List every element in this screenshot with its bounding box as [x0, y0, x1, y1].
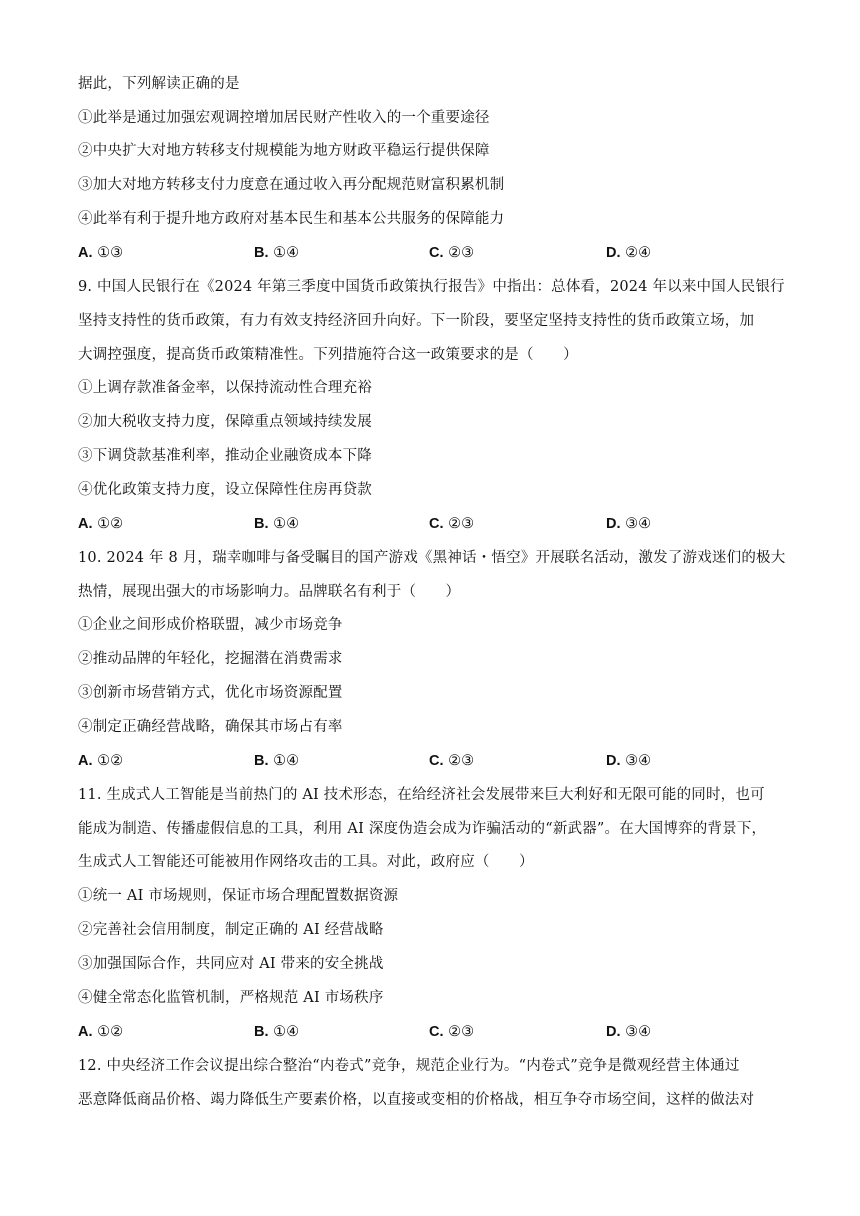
option-text: ②③ [448, 245, 475, 261]
q11-option-c[interactable] [429, 1022, 474, 1042]
option-letter: B. [254, 245, 269, 261]
q11-stem-line-3: 生成式人工智能还可能被用作网络攻击的工具。对此，政府应（ ） [78, 854, 534, 870]
q11-options [78, 1022, 790, 1042]
option-letter: D. [606, 516, 621, 532]
option-letter: C. [429, 1024, 444, 1040]
q8-option-a[interactable] [78, 243, 123, 263]
option-letter: A. [78, 245, 93, 261]
q9-stem-line-1: 9. 中国人民银行在《2024 年第三季度中国货币政策执行报告》中指出：总体看，2024 年以来中国人民银行 [78, 279, 785, 295]
option-letter: C. [429, 245, 444, 261]
option-text: ③④ [625, 516, 652, 532]
q10-option-b[interactable] [254, 751, 299, 771]
q9-statement-2: ②加大税收支持力度，保障重点领域持续发展 [78, 414, 372, 430]
option-text: ①④ [273, 245, 300, 261]
q9-option-a[interactable] [78, 514, 123, 534]
option-letter: C. [429, 753, 444, 769]
option-text: ①② [97, 1024, 124, 1040]
q8-options [78, 243, 790, 263]
option-text: ①② [97, 753, 124, 769]
option-letter: A. [78, 753, 93, 769]
option-letter: D. [606, 753, 621, 769]
q8-statement-4: ④此举有利于提升地方政府对基本民生和基本公共服务的保障能力 [78, 211, 505, 227]
q12-stem-line-1: 12. 中央经济工作会议提出综合整治“内卷式”竞争，规范企业行为。“内卷式”竞争是微观经营主体通过 [78, 1058, 740, 1074]
q8-stem: 据此，下列解读正确的是 [78, 76, 240, 92]
option-text: ①④ [273, 753, 300, 769]
q9-option-b[interactable] [254, 514, 299, 534]
option-text: ①④ [273, 1024, 300, 1040]
option-letter: B. [254, 753, 269, 769]
q10-stem-line-1: 10. 2024 年 8 月，瑞幸咖啡与备受瞩目的国产游戏《黑神话・悟空》开展联名活动，激发了游戏迷们的极大 [78, 550, 786, 566]
q8-statement-3: ③加大对地方转移支付力度意在通过收入再分配规范财富积累机制 [78, 177, 505, 193]
q11-statement-3: ③加强国际合作，共同应对 AI 带来的安全挑战 [78, 956, 384, 972]
q9-statement-1: ①上调存款准备金率，以保持流动性合理充裕 [78, 380, 372, 396]
q9-options [78, 514, 790, 534]
q8-option-c[interactable] [429, 243, 474, 263]
q9-option-d[interactable] [606, 514, 651, 534]
q10-statement-2: ②推动品牌的年轻化，挖掘潜在消费需求 [78, 651, 343, 667]
option-letter: B. [254, 1024, 269, 1040]
q11-statement-1: ①统一 AI 市场规则，保证市场合理配置数据资源 [78, 888, 399, 904]
q8-statement-1: ①此举是通过加强宏观调控增加居民财产性收入的一个重要途径 [78, 110, 490, 126]
option-text: ②③ [448, 516, 475, 532]
option-text: ③④ [625, 753, 652, 769]
q8-option-d[interactable] [606, 243, 651, 263]
q10-option-d[interactable] [606, 751, 651, 771]
option-letter: A. [78, 1024, 93, 1040]
option-text: ②④ [625, 245, 652, 261]
option-text: ①③ [97, 245, 124, 261]
option-text: ②③ [448, 753, 475, 769]
q10-stem-line-2: 热情，展现出强大的市场影响力。品牌联名有利于（ ） [78, 584, 461, 600]
q8-statement-2: ②中央扩大对地方转移支付规模能为地方财政平稳运行提供保障 [78, 143, 490, 159]
q12-stem-line-2: 恶意降低商品价格、竭力降低生产要素价格，以直接或变相的价格战，相互争夺市场空间，这样的做法对 [78, 1092, 755, 1108]
q9-statement-3: ③下调贷款基准利率，推动企业融资成本下降 [78, 448, 372, 464]
q9-stem-line-2: 坚持支持性的货币政策，有力有效支持经济回升向好。下一阶段，要坚定坚持支持性的货币政策立场，加 [78, 313, 755, 329]
option-letter: B. [254, 516, 269, 532]
q10-statement-1: ①企业之间形成价格联盟，减少市场竞争 [78, 617, 343, 633]
q10-options [78, 751, 790, 771]
q9-statement-4: ④优化政策支持力度，设立保障性住房再贷款 [78, 482, 372, 498]
q10-statement-4: ④制定正确经营战略，确保其市场占有率 [78, 719, 343, 735]
q11-statement-2: ②完善社会信用制度，制定正确的 AI 经营战略 [78, 922, 384, 938]
q11-statement-4: ④健全常态化监管机制，严格规范 AI 市场秩序 [78, 990, 384, 1006]
q11-stem-line-2: 能成为制造、传播虚假信息的工具，利用 AI 深度伪造会成为诈骗活动的“新武器”。在大国博弈的背景下， [78, 821, 767, 837]
q11-option-b[interactable] [254, 1022, 299, 1042]
option-letter: A. [78, 516, 93, 532]
q11-option-d[interactable] [606, 1022, 651, 1042]
q11-stem-line-1: 11. 生成式人工智能是当前热门的 AI 技术形态，在给经济社会发展带来巨大利好和无限可能的同时，也可 [78, 787, 765, 803]
option-text: ②③ [448, 1024, 475, 1040]
q9-stem-line-3: 大调控强度，提高货币政策精准性。下列措施符合这一政策要求的是（ ） [78, 347, 578, 363]
q9-option-c[interactable] [429, 514, 474, 534]
option-letter: D. [606, 1024, 621, 1040]
option-text: ①② [97, 516, 124, 532]
option-text: ③④ [625, 1024, 652, 1040]
option-text: ①④ [273, 516, 300, 532]
q10-option-a[interactable] [78, 751, 123, 771]
q10-statement-3: ③创新市场营销方式，优化市场资源配置 [78, 685, 343, 701]
option-letter: C. [429, 516, 444, 532]
q11-option-a[interactable] [78, 1022, 123, 1042]
q10-option-c[interactable] [429, 751, 474, 771]
q8-option-b[interactable] [254, 243, 299, 263]
option-letter: D. [606, 245, 621, 261]
